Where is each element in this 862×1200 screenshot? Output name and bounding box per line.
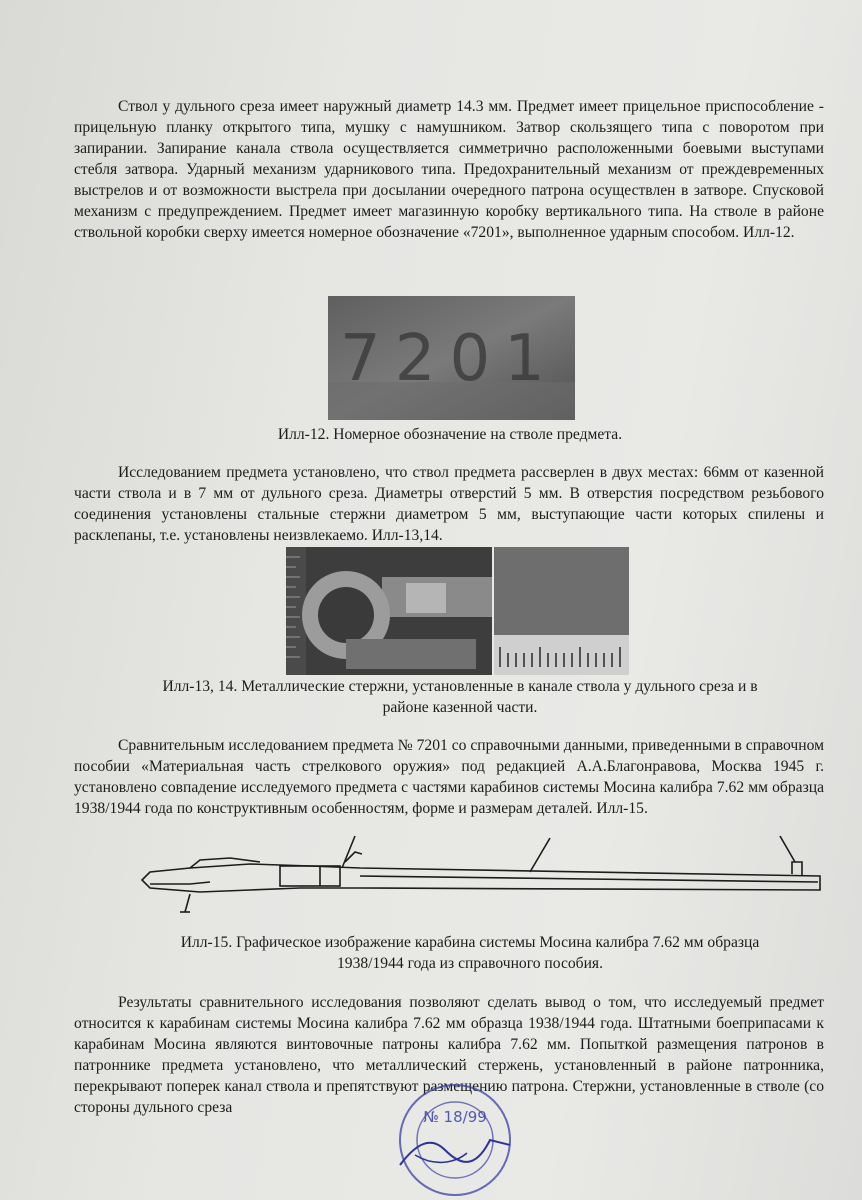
caption-ill-13-14-line1: Илл-13, 14. Металлические стержни, установленные в канале ствола у дульного среза и в [162,678,758,695]
paragraph-comparative-study: Сравнительным исследованием предмета № 7201 со справочными данными, приведенными в справочном пособии «Материальная часть стрелкового оружия» под редакцией А.А.Благонравова, Москва 1945 г. установлено совпадение исследуемого предмета с частями карабинов системы Мосина калибра 7.62 мм образца 1938/1944 года по конструктивным особенностям, форме и размерам деталей. Илл-15. [74,737,824,817]
serial-number-photo [328,296,575,420]
paragraph-barrel-description: Ствол у дульного среза имеет наружный диаметр 14.3 мм. Предмет имеет прицельное приспособление - прицельную планку открытого типа, мушку с намушником. Затвор скользящего типа с поворотом при запирании. Запирание канала ствола осуществляется симметрично расположенными боевыми выступами стебля затвора. Ударный механизм ударникового типа. Предохранительный механизм от преждевременных выстрелов и от возможности выстрела при досылании очередного патрона осуществлен в затворе. Спусковой механизм с предупреждением. Предмет имеет магазинную коробку вертикального типа. На стволе в районе ствольной коробки сверху имеется номерное обозначение «7201», выполненное ударным способом. Илл-12. [74,98,824,241]
signature [395,1125,515,1175]
paragraph-conclusion: Результаты сравнительного исследования позволяют сделать вывод о том, что исследуемый предмет относится к карабинам системы Мосина калибра 7.62 мм образца 1938/1944 года. Штатными боеприпасами к карабинам Мосина являются винтовочные патроны калибра 7.62 мм. Попыткой размещения патронов в патроннике предмета установлено, что металлический стержень, установленный в районе патронника, перекрывают поперек канал ствола и препятствуют размещению патрона. Стержни, установленные в стволе (со стороны дульного среза [74,994,824,1116]
paragraph-drilled-holes: Исследованием предмета установлено, что ствол предмета рассверлен в двух местах: 66мм от казенной части ствола и в 7 мм от дульного среза. Диаметры отверстий 5 мм. В отверстия посредством резьбового соединения установлены стальные стержни диаметром 5 мм, выступающие части которых спилены и расклепаны, т.е. установлены неизвлекаемо. Илл-13,14. [74,464,824,544]
rod-breech-photo [286,547,492,675]
caption-ill-15-line2: 1938/1944 года из справочного пособия. [336,955,604,972]
serial-number-engraving: 7201 [340,322,559,396]
caption-ill-12: Илл-12. Номерное обозначение на стволе предмета. [277,426,623,443]
caption-ill-15-line1: Илл-15. Графическое изображение карабина системы Мосина калибра 7.62 мм образца [180,934,760,951]
caption-ill-13-14-line2: районе казенной части. [382,699,538,716]
stamp-number: № 18/99 [423,1108,487,1126]
rod-muzzle-photo [494,547,629,675]
carbine-drawing [130,828,830,920]
